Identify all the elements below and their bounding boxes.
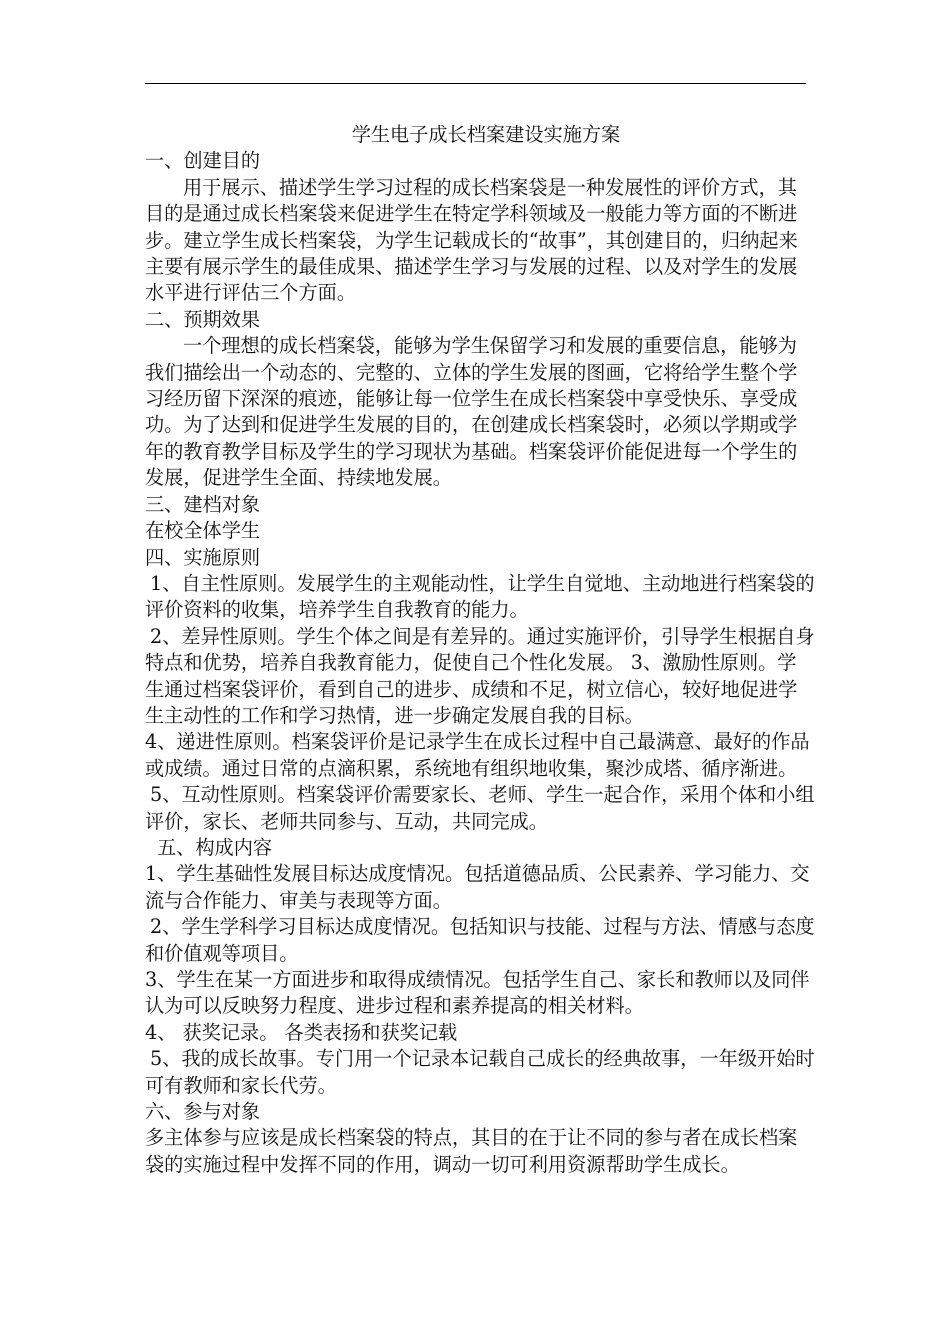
principle-item-4: 4、递进性原则。档案袋评价是记录学生在成长过程中自己最满意、最好的作品或成绩。通过日常的点滴积累，系统地有组织地收集，聚沙成塔、循序渐进。	[145, 730, 810, 780]
section-heading-purpose: 一、创建目的	[145, 149, 261, 173]
section-heading-expected-effect: 二、预期效果	[145, 307, 261, 331]
section-heading-principles: 四、实施原则	[145, 545, 261, 569]
content-item-4: 4、 获奖记录。 各类表扬和获奖记载	[145, 1020, 458, 1044]
document-body	[145, 122, 815, 1178]
paragraph-target: 在校全体学生	[145, 519, 261, 543]
header-rule	[145, 83, 806, 84]
principle-item-2-3: 2、差异性原则。学生个体之间是有差异的。通过实施评价，引导学生根据自身特点和优势，培养自我教育能力，促使自己个性化发展。 3、激励性原则。学生通过档案袋评价，看到自己的进步、成绩和不足，树立信心，较好地促进学生主动性的工作和学习热情，进一步确定发展自我的目标。	[145, 624, 815, 727]
principle-item-5: 5、互动性原则。档案袋评价需要家长、老师、学生一起合作，采用个体和小组评价，家长、老师共同参与、互动，共同完成。	[145, 783, 815, 833]
section-heading-content: 五、构成内容	[157, 835, 273, 859]
paragraph-expected-effect: 一个理想的成长档案袋，能够为学生保留学习和发展的重要信息，能够为我们描绘出一个动态的、完整的、立体的学生发展的图画，它将给学生整个学习经历留下深深的痕迹，能够让每一位学生在成长档案袋中享受快乐、享受成功。为了达到和促进学生发展的目的，在创建成长档案袋时，必须以学期或学年的教育教学目标及学生的学习现状为基础。档案袋评价能促进每一个学生的发展，促进学生全面、持续地发展。	[145, 334, 798, 490]
content-item-2: 2、学生学科学习目标达成度情况。包括知识与技能、过程与方法、情感与态度和价值观等项目。	[145, 915, 815, 965]
principle-item-1: 1、自主性原则。发展学生的主观能动性，让学生自觉地、主动地进行档案袋的评价资料的收集，培养学生自我教育的能力。	[145, 571, 815, 622]
content-item-3: 3、学生在某一方面进步和取得成绩情况。包括学生自己、家长和教师以及同伴认为可以反映努力程度、进步过程和素养提高的相关材料。	[145, 968, 810, 1018]
document-title: 学生电子成长档案建设实施方案	[351, 123, 621, 146]
content-item-1: 1、学生基础性发展目标达成度情况。包括道德品质、公民素养、学习能力、交流与合作能力、审美与表现等方面。	[145, 862, 810, 912]
content-item-5: 5、我的成长故事。专门用一个记录本记载自己成长的经典故事，一年级开始时可有教师和家长代劳。	[145, 1047, 815, 1097]
section-heading-participants: 六、参与对象	[145, 1100, 261, 1124]
paragraph-purpose: 用于展示、描述学生学习过程的成长档案袋是一种发展性的评价方式，其目的是通过成长档案袋来促进学生在特定学科领域及一般能力等方面的不断进步。建立学生成长档案袋，为学生记载成长的“故事”，其创建目的，归纳起来主要有展示学生的最佳成果、描述学生学习与发展的过程、以及对学生的发展水平进行评估三个方面。	[145, 175, 798, 305]
paragraph-participants: 多主体参与应该是成长档案袋的特点，其目的在于让不同的参与者在成长档案袋的实施过程中发挥不同的作用，调动一切可利用资源帮助学生成长。	[145, 1126, 798, 1176]
section-heading-target: 三、建档对象	[145, 492, 261, 516]
